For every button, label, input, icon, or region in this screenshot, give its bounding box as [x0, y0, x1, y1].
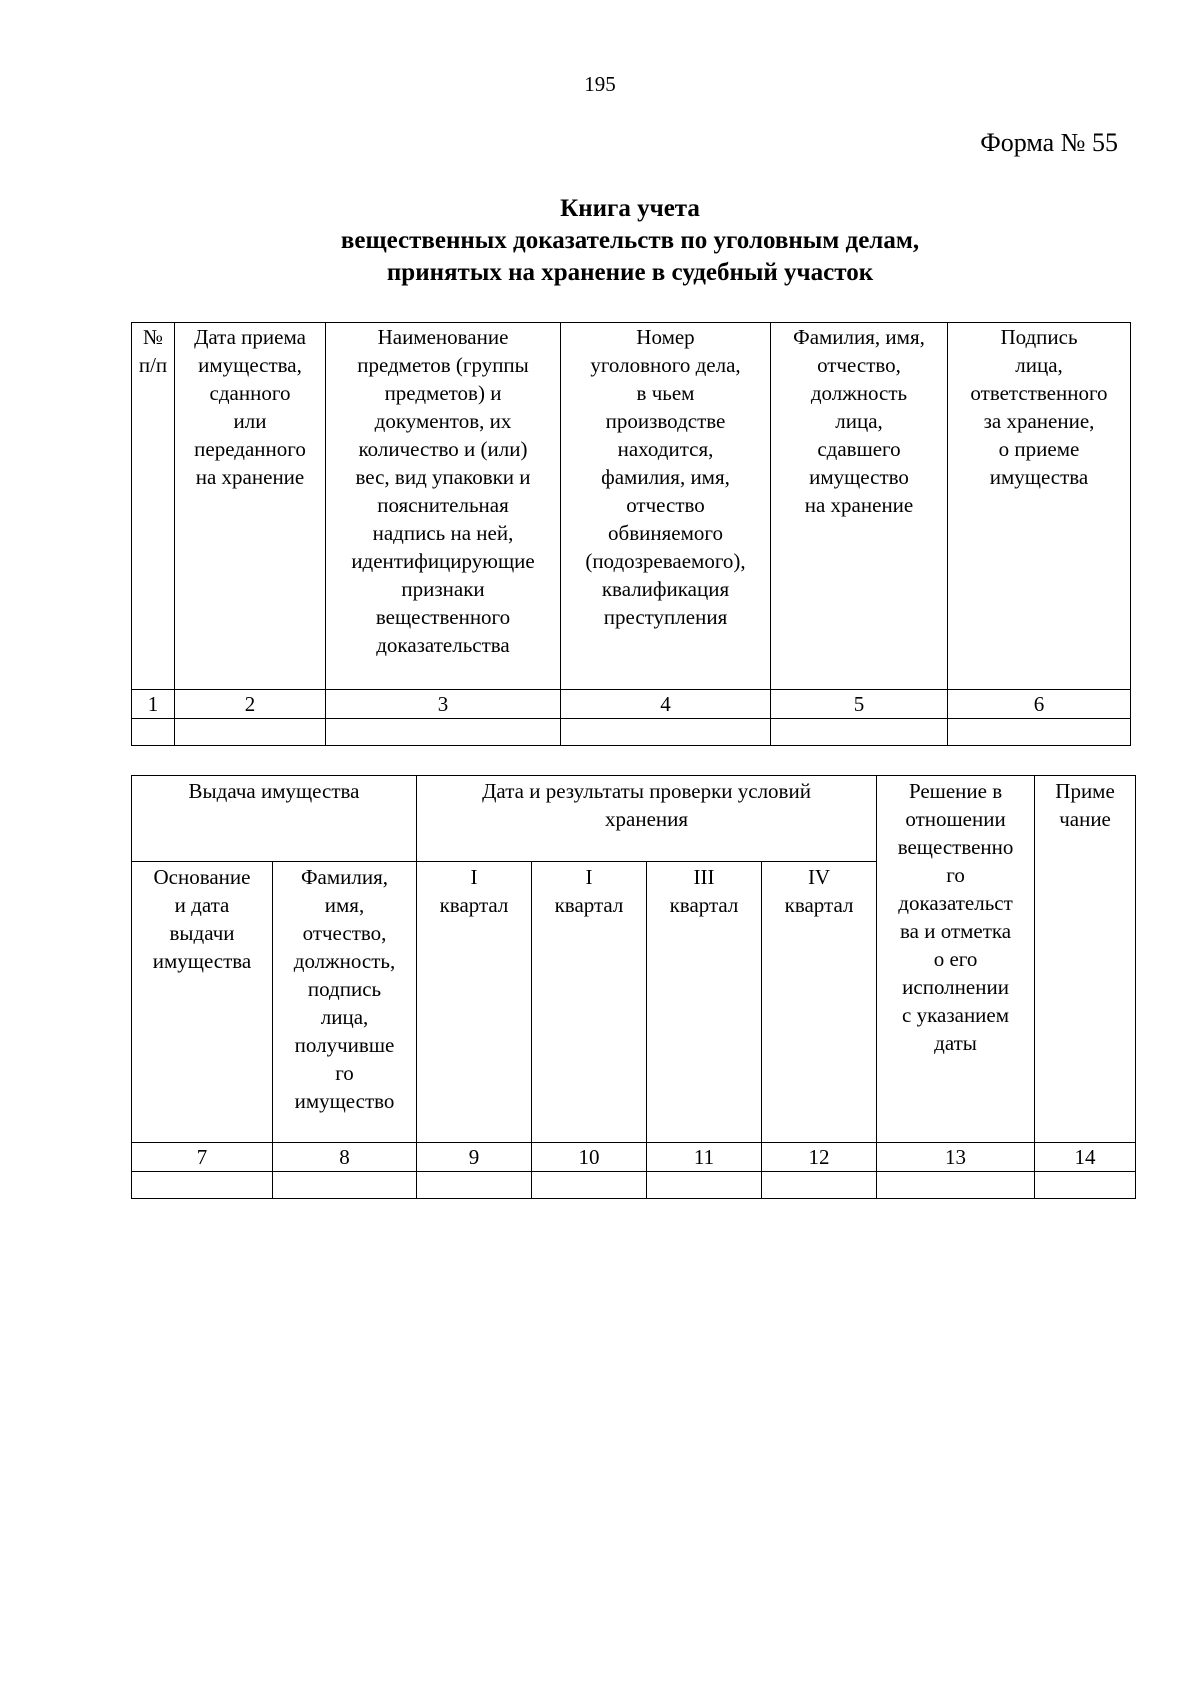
empty-cell[interactable] — [132, 719, 175, 746]
column-number: 14 — [1035, 1143, 1136, 1172]
column-number: 4 — [561, 690, 771, 719]
column-number: 7 — [132, 1143, 273, 1172]
empty-cell[interactable] — [417, 1172, 532, 1199]
evidence-issue-table — [131, 775, 1136, 1199]
empty-cell[interactable] — [561, 719, 771, 746]
table2-empty-row — [132, 1172, 1136, 1199]
form-number: Форма № 55 — [980, 128, 1118, 157]
column-number: 3 — [326, 690, 561, 719]
empty-cell[interactable] — [647, 1172, 762, 1199]
column-number: 13 — [877, 1143, 1035, 1172]
table2-group-header-row — [132, 776, 1136, 862]
empty-cell[interactable] — [762, 1172, 877, 1199]
header-row-number: № п/п — [132, 323, 175, 690]
header-issue-basis: Основание и дата выдачи имущества — [132, 862, 273, 1143]
empty-cell[interactable] — [771, 719, 948, 746]
title-line-3: принятых на хранение в судебный участок — [386, 259, 874, 286]
column-number: 8 — [273, 1143, 417, 1172]
header-depositor-name: Фамилия, имя, отчество, должность лица, сдавшего имущество на хранение — [771, 323, 948, 690]
empty-cell[interactable] — [326, 719, 561, 746]
column-number: 9 — [417, 1143, 532, 1172]
empty-cell[interactable] — [532, 1172, 647, 1199]
header-intake-date: Дата приема имущества, сданного или переданного на хранение — [175, 323, 326, 690]
page-number: 195 — [584, 72, 616, 96]
column-number: 11 — [647, 1143, 762, 1172]
table1-empty-row — [132, 719, 1131, 746]
title-line-1: Книга учета — [560, 195, 700, 222]
table1-header-row — [132, 323, 1131, 690]
empty-cell[interactable] — [175, 719, 326, 746]
header-quarter: III квартал — [647, 862, 762, 1143]
column-number: 5 — [771, 690, 948, 719]
header-items-description: Наименование предметов (группы предметов) и документов, их количество и (или) вес, вид упаковки и пояснительная надпись на ней, идентифицирующие признаки вещественного доказательства — [326, 323, 561, 690]
empty-cell[interactable] — [1035, 1172, 1136, 1199]
column-number: 10 — [532, 1143, 647, 1172]
column-number: 1 — [132, 690, 175, 719]
empty-cell[interactable] — [877, 1172, 1035, 1199]
header-decision: Решение в отношении вещественно го доказательст ва и отметка о его исполнении с указанием даты — [877, 776, 1035, 1143]
title-line-2: вещественных доказательств по уголовным делам, — [340, 227, 920, 254]
header-quarter: I квартал — [532, 862, 647, 1143]
header-issue-group: Выдача имущества — [132, 776, 417, 862]
document-title — [0, 193, 1200, 289]
empty-cell[interactable] — [273, 1172, 417, 1199]
header-case-number: Номер уголовного дела, в чьем производстве находится, фамилия, имя, отчество обвиняемого (подозреваемого), квалификация преступления — [561, 323, 771, 690]
header-storage-check-group: Дата и результаты проверки условий хранения — [417, 776, 877, 862]
empty-cell[interactable] — [948, 719, 1131, 746]
evidence-intake-table — [131, 322, 1131, 746]
column-number: 12 — [762, 1143, 877, 1172]
header-quarter: I квартал — [417, 862, 532, 1143]
header-custodian-signature: Подпись лица, ответственного за хранение, о приеме имущества — [948, 323, 1131, 690]
table1-number-row — [132, 690, 1131, 719]
empty-cell[interactable] — [132, 1172, 273, 1199]
header-quarter: IV квартал — [762, 862, 877, 1143]
table2-number-row — [132, 1143, 1136, 1172]
header-recipient: Фамилия, имя, отчество, должность, подпись лица, получивше го имущество — [273, 862, 417, 1143]
column-number: 2 — [175, 690, 326, 719]
column-number: 6 — [948, 690, 1131, 719]
header-note: Приме чание — [1035, 776, 1136, 1143]
